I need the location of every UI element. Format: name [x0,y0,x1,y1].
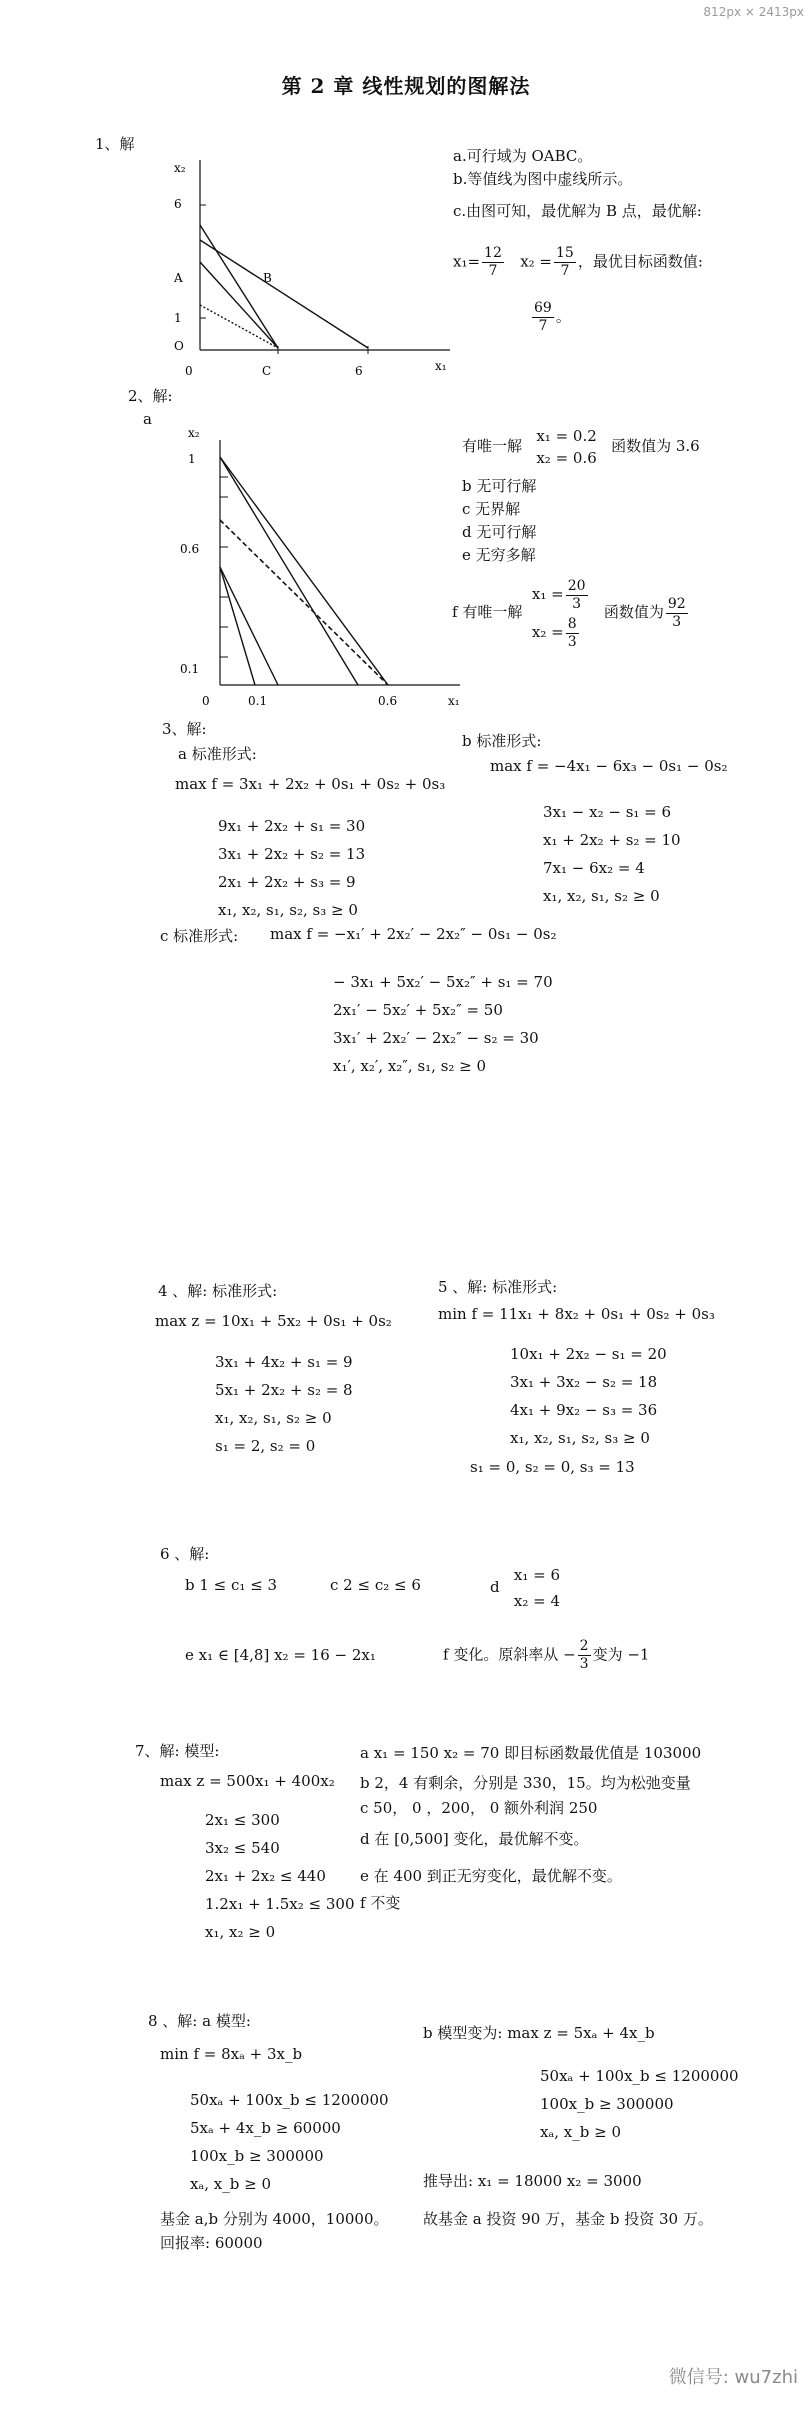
problem-1-label: 1、解 [95,135,135,153]
p1-point-C-label: C [262,364,272,378]
p3-c-constraints: − 3x₁ + 5x₂′ − 5x₂″ + s₁ = 70 2x₁′ − 5x₂′ + 5x₂″ = 50 3x₁′ + 2x₂′ − 2x₂″ − s₂ = 30 x₁′, x₂′, x₂″, s₁, s₂ ≥ 0 [333,973,553,1075]
p2-constraint-line-3 [220,567,278,685]
p2-y-axis-label: x₂ [188,426,200,440]
p1-isoline [200,305,278,348]
p1-constraint-line-1 [200,225,278,348]
p2-answer-f: f 有唯一解 x₁ = $\frac{20}{3}$ x₂ = $\frac{8}{3}$ 函数值为 $\frac{92}{3}$ [452,577,686,650]
problem-2-label: 2、解: [128,387,173,405]
p3-b-objective: max f = −4x₁ − 6x₃ − 0s₁ − 0s₂ [490,757,728,775]
problem-1-graph [160,150,460,380]
problem-5-label: 5 、解: 标准形式: [438,1278,558,1296]
image-dimension-label: 812px × 2413px [703,5,804,19]
p1-constraint-line-2 [200,240,368,348]
p1-answer-a: a.可行域为 OABC。 [453,147,593,165]
p2-y-tick-01: 0.1 [180,662,200,676]
p8-constraints: 50xₐ + 100x_b ≤ 1200000 5xₐ + 4x_b ≥ 60000 100x_b ≥ 300000 xₐ, x_b ≥ 0 [190,2091,389,2193]
p1-answer-c: c.由图可知，最优解为 B 点，最优解: [453,202,702,220]
p3-b-constraints: 3x₁ − x₂ − s₁ = 6 x₁ + 2x₂ + s₂ = 10 7x₁ − 6x₂ = 4 x₁, x₂, s₁, s₂ ≥ 0 [543,803,681,905]
p2-answer-d: d 无可行解 [462,523,537,541]
p2-part-a-label: a [143,410,152,428]
p4-constraints: 3x₁ + 4x₂ + s₁ = 9 5x₁ + 2x₂ + s₂ = 8 x₁, x₂, s₁, s₂ ≥ 0 s₁ = 2, s₂ = 0 [215,1353,353,1455]
p1-origin-label: O [174,339,184,353]
p8-part-b-model: b 模型变为: max z = 5xₐ + 4x_b [423,2024,655,2042]
p2-x-tick-06: 0.6 [378,694,398,708]
p1-point-B-label: B [263,271,272,285]
problem-8-label: 8 、解: a 模型: [148,2012,251,2030]
p8-derived-solution: 推导出: x₁ = 18000 x₂ = 3000 [423,2172,642,2190]
p1-x-tick-6: 6 [355,364,363,378]
p3-part-b-label: b 标准形式: [462,732,542,750]
p8-return: 回报率: 60000 [160,2234,263,2252]
problem-6-label: 6 、解: [160,1545,210,1563]
problem-2-graph [170,415,470,715]
p1-x-tick-0: 0 [185,364,193,378]
p1-answer-b: b.等值线为图中虚线所示。 [453,170,633,188]
p2-answer-a: 有唯一解 x₁ = 0.2 x₂ = 0.6 函数值为 3.6 [462,427,700,467]
chapter-title: 第 2 章 线性规划的图解法 [281,74,531,98]
p7-constraints: 2x₁ ≤ 300 3x₂ ≤ 540 2x₁ + 2x₂ ≤ 440 1.2x₁ + 1.5x₂ ≤ 300 x₁, x₂ ≥ 0 [205,1811,355,1941]
p6-answer-b: b 1 ≤ c₁ ≤ 3 [185,1576,278,1594]
p2-x-axis-label: x₁ [448,694,460,708]
p6-answer-d: d x₁ = 6 x₂ = 4 [490,1566,561,1610]
p2-y-tick-06: 0.6 [180,542,200,556]
p5-objective: min f = 11x₁ + 8x₂ + 0s₁ + 0s₂ + 0s₃ [438,1305,715,1323]
p3-part-a-label: a 标准形式: [178,745,257,763]
p1-point-A-label: A [174,271,183,285]
p8-b-constraints: 50xₐ + 100x_b ≤ 1200000 100x_b ≥ 300000 xₐ, x_b ≥ 0 [540,2067,739,2141]
p2-answer-b: b 无可行解 [462,477,537,495]
p1-y-axis-label: x₂ [174,161,186,175]
p7-objective: max z = 500x₁ + 400x₂ [160,1772,335,1790]
p7-answer-a: a x₁ = 150 x₂ = 70 即目标函数最优值是 103000 [360,1744,702,1762]
p2-constraint-line-1 [220,457,358,685]
p5-constraints: 10x₁ + 2x₂ − s₁ = 20 3x₁ + 3x₂ − s₂ = 18 4x₁ + 9x₂ − s₃ = 36 x₁, x₂, s₁, s₂, s₃ ≥ 0 [510,1345,667,1447]
p2-x-tick-01: 0.1 [248,694,268,708]
p4-objective: max z = 10x₁ + 5x₂ + 0s₁ + 0s₂ [155,1312,392,1330]
p6-answer-e: e x₁ ∈ [4,8] x₂ = 16 − 2x₁ [185,1646,376,1664]
p7-answer-b: b 2，4 有剩余，分别是 330，15。均为松弛变量 [360,1774,691,1792]
wechat-watermark: 微信号: wu7zhi [668,2367,798,2388]
p3-a-objective: max f = 3x₁ + 2x₂ + 0s₁ + 0s₂ + 0s₃ [175,775,446,793]
p3-part-c-label: c 标准形式: [160,927,239,945]
p2-answer-c: c 无界解 [462,500,521,518]
p3-a-constraints: 9x₁ + 2x₂ + s₁ = 30 3x₁ + 2x₂ + s₂ = 13 2x₁ + 2x₂ + s₃ = 9 x₁, x₂, s₁, s₂, s₃ ≥ 0 [218,817,366,919]
p6-answer-f: f 变化。原斜率从 − $\frac{2}{3}$ 变为 −1 [443,1638,650,1672]
problem-3-label: 3、解: [162,720,207,738]
p8-fund-allocation: 基金 a,b 分别为 4000，10000。 [160,2210,389,2228]
p2-answer-e: e 无穷多解 [462,546,536,564]
p1-y-tick-1: 1 [174,311,182,325]
p8-conclusion: 故基金 a 投资 90 万，基金 b 投资 30 万。 [423,2210,713,2228]
p2-x-tick-0: 0 [202,694,210,708]
p8-objective: min f = 8xₐ + 3x_b [160,2045,303,2063]
p7-answer-c: c 50， 0 ，200， 0 额外利润 250 [360,1799,598,1817]
p6-answer-c: c 2 ≤ c₂ ≤ 6 [330,1576,421,1594]
p1-x-axis-label: x₁ [435,359,447,373]
p3-c-objective: max f = −x₁′ + 2x₂′ − 2x₂″ − 0s₁ − 0s₂ [270,925,557,943]
p7-answer-d: d 在 [0,500] 变化，最优解不变。 [360,1830,589,1848]
p7-answer-e: e 在 400 到正无穷变化，最优解不变。 [360,1867,622,1885]
p1-optimal-solution: x₁= $\frac{12}{7}$ x₂ = $\frac{15}{7}$ ，最优目标函数值: [453,245,703,279]
problem-7-label: 7、解: 模型: [135,1742,220,1760]
p1-objective-value: $\frac{69}{7}$ 。 [534,300,571,334]
p7-answer-f: f 不变 [360,1894,401,1912]
p2-isoline [220,520,388,685]
problem-4-label: 4 、解: 标准形式: [158,1282,278,1300]
p5-slack-values: s₁ = 0, s₂ = 0, s₃ = 13 [470,1458,635,1476]
p1-y-tick-6: 6 [174,197,182,211]
p2-y-tick-1: 1 [188,452,196,466]
